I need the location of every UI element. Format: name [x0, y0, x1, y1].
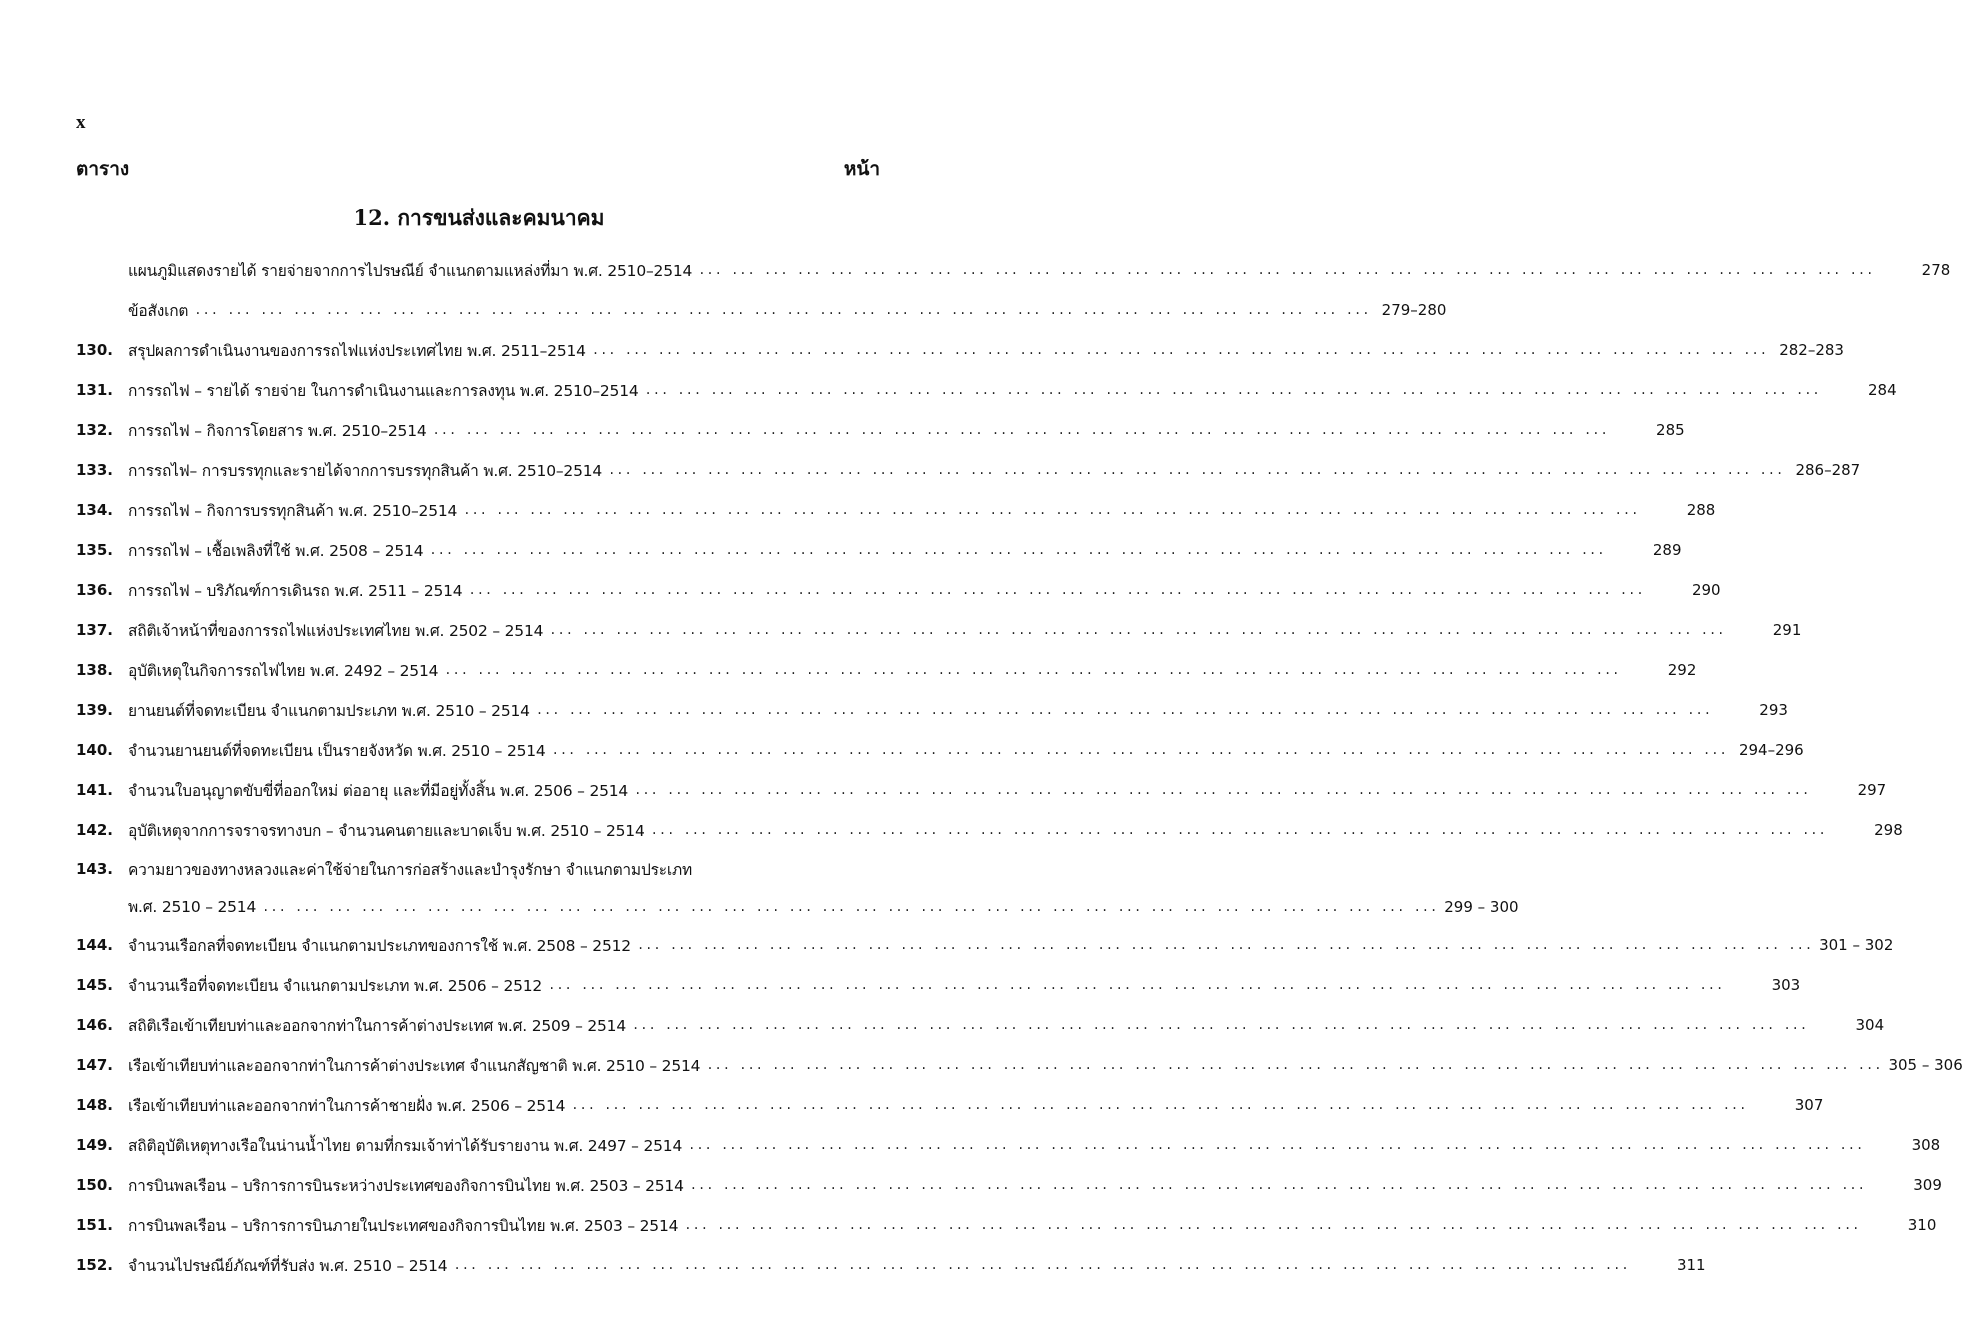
entry-title: เรือเข้าเทียบท่าและออกจากท่าในการค้าต่างประเทศ จำแนกสัญชาติ พ.ศ. 2510 – 2514 — [128, 1056, 701, 1075]
entry-number: 145. — [76, 976, 114, 994]
dot-leader — [684, 1218, 1860, 1232]
entry-title: อุบัติเหตุในกิจการรถไฟไทย พ.ศ. 2492 – 2514 — [128, 661, 439, 680]
dot-leader — [262, 900, 1438, 914]
entry-page: 308 — [1911, 1136, 1941, 1154]
toc-entry — [76, 810, 1903, 850]
entry-page: 307 — [1794, 1096, 1824, 1114]
dot-leader — [444, 663, 1620, 677]
entry-page: 289 — [1652, 541, 1682, 559]
entry-title: การรถไฟ – เชื้อเพลิงที่ใช้ พ.ศ. 2508 – 2514 — [128, 541, 424, 560]
entry-page: 309 — [1913, 1176, 1942, 1194]
entry-number: 135. — [76, 541, 114, 559]
entry-number: 140. — [76, 741, 114, 759]
entry-number: 152. — [76, 1256, 114, 1274]
dot-leader — [453, 1258, 1629, 1272]
toc-entry — [76, 570, 1721, 610]
page-number: x — [76, 112, 86, 133]
entry-page: 297 — [1857, 781, 1887, 799]
toc-entry — [76, 450, 1861, 490]
toc-entry — [76, 888, 1519, 925]
toc-entry — [76, 1005, 1885, 1045]
entry-page: 303 — [1771, 976, 1801, 994]
entry-number: 132. — [76, 421, 114, 439]
toc-entry — [76, 370, 1897, 410]
table-column-label: ตาราง — [76, 158, 130, 180]
toc-entry — [76, 250, 1951, 290]
entry-title: การรถไฟ– การบรรทุกและรายได้จากการบรรทุกสินค้า พ.ศ. 2510–2514 — [128, 461, 603, 480]
entry-page: 279–280 — [1381, 301, 1447, 319]
entry-number: 137. — [76, 621, 114, 639]
dot-leader — [549, 623, 1725, 637]
toc-entry — [76, 330, 1844, 370]
toc-entry — [76, 410, 1685, 450]
entry-page: 304 — [1855, 1016, 1885, 1034]
dot-leader — [706, 1058, 1882, 1072]
entry-title: พ.ศ. 2510 – 2514 — [128, 898, 257, 916]
dot-leader — [552, 743, 1728, 757]
table-of-contents — [76, 250, 1963, 1285]
toc-entry — [76, 1165, 1942, 1205]
entry-number: 147. — [76, 1056, 114, 1074]
dot-leader — [468, 583, 1644, 597]
entry-page: 305 – 306 — [1888, 1056, 1963, 1074]
entry-number: 148. — [76, 1096, 114, 1114]
entry-page: 288 — [1686, 501, 1716, 519]
dot-leader — [637, 938, 1813, 952]
section-title: 12. การขนส่งและคมนาคม — [353, 205, 605, 230]
dot-leader — [592, 343, 1768, 357]
toc-entry — [76, 690, 1788, 730]
dot-leader — [571, 1098, 1747, 1112]
dot-leader — [536, 703, 1712, 717]
toc-entry — [76, 1245, 1706, 1285]
entry-title: จำนวนใบอนุญาตขับขี่ที่ออกใหม่ ต่ออายุ และที่มีอยู่ทั้งสิ้น พ.ศ. 2506 – 2514 — [128, 781, 629, 800]
toc-entry — [76, 730, 1804, 770]
toc-entry — [76, 530, 1682, 570]
entry-number: 131. — [76, 381, 114, 399]
entry-title: ข้อสังเกต — [128, 301, 189, 320]
entry-number: 136. — [76, 581, 114, 599]
entry-number: 151. — [76, 1216, 114, 1234]
dot-leader — [632, 1018, 1808, 1032]
toc-entry — [76, 1085, 1824, 1125]
dot-leader — [688, 1138, 1864, 1152]
entry-number: 149. — [76, 1136, 114, 1154]
entry-page: 291 — [1772, 621, 1802, 639]
toc-entry — [76, 770, 1887, 810]
entry-page: 301 – 302 — [1819, 936, 1894, 954]
entry-page: 286–287 — [1795, 461, 1861, 479]
entry-page: 311 — [1676, 1256, 1706, 1274]
entry-title: อุบัติเหตุจากการจราจรทางบก – จำนวนคนตายและบาดเจ็บ พ.ศ. 2510 – 2514 — [128, 821, 645, 840]
entry-number: 133. — [76, 461, 114, 479]
entry-number: 138. — [76, 661, 114, 679]
dot-leader — [645, 383, 1821, 397]
dot-leader — [690, 1178, 1866, 1192]
entry-title: แผนภูมิแสดงรายได้ รายจ่ายจากการไปรษณีย์ จำแนกตามแหล่งที่มา พ.ศ. 2510–2514 — [128, 261, 693, 280]
entry-title: สรุปผลการดำเนินงานของการรถไฟแห่งประเทศไทย พ.ศ. 2511–2514 — [128, 341, 586, 360]
entry-title: เรือเข้าเทียบท่าและออกจากท่าในการค้าชายฝั่ง พ.ศ. 2506 – 2514 — [128, 1096, 566, 1115]
entry-page: 310 — [1907, 1216, 1937, 1234]
dot-leader — [194, 303, 1370, 317]
entry-number: 142. — [76, 821, 114, 839]
entry-title: ความยาวของทางหลวงและค่าใช้จ่ายในการก่อสร้างและบำรุงรักษา จำแนกตามประเภท — [128, 860, 692, 879]
entry-page: 290 — [1691, 581, 1721, 599]
toc-entry — [76, 650, 1697, 690]
entry-page: 284 — [1868, 381, 1897, 399]
entry-title: สถิติเรือเข้าเทียบท่าและออกจากท่าในการค้าต่างประเทศ พ.ศ. 2509 – 2514 — [128, 1016, 626, 1035]
entry-page: 298 — [1874, 821, 1903, 839]
entry-title: การรถไฟ – กิจการบรรทุกสินค้า พ.ศ. 2510–2514 — [128, 501, 458, 520]
entry-number: 150. — [76, 1176, 114, 1194]
entry-number: 143. — [76, 860, 114, 878]
entry-title: จำนวนไปรษณีย์ภัณฑ์ที่รับส่ง พ.ศ. 2510 – 2514 — [128, 1256, 448, 1275]
dot-leader — [608, 463, 1784, 477]
entry-page: 293 — [1759, 701, 1788, 719]
entry-page: 299 – 300 — [1444, 897, 1519, 916]
toc-entry — [76, 965, 1801, 1005]
entry-title: ยานยนต์ที่จดทะเบียน จำแนกตามประเภท พ.ศ. 2510 – 2514 — [128, 701, 530, 720]
entry-page: 282–283 — [1779, 341, 1844, 359]
dot-leader — [651, 823, 1827, 837]
entry-title: การรถไฟ – รายได้ รายจ่าย ในการดำเนินงานและการลงทุน พ.ศ. 2510–2514 — [128, 381, 639, 400]
entry-title: จำนวนยานยนต์ที่จดทะเบียน เป็นรายจังหวัด พ.ศ. 2510 – 2514 — [128, 741, 546, 760]
toc-entry — [76, 490, 1716, 530]
entry-title: การรถไฟ – กิจการโดยสาร พ.ศ. 2510–2514 — [128, 421, 427, 440]
dot-leader — [548, 978, 1724, 992]
dot-leader — [698, 263, 1874, 277]
toc-entry — [76, 1045, 1963, 1085]
entry-title: การรถไฟ – บริภัณฑ์การเดินรถ พ.ศ. 2511 – 2514 — [128, 581, 463, 600]
dot-leader — [429, 543, 1605, 557]
toc-entry — [76, 1125, 1941, 1165]
entry-title: จำนวนเรือกลที่จดทะเบียน จำแนกตามประเภทของการใช้ พ.ศ. 2508 – 2512 — [128, 936, 631, 955]
entry-page: 292 — [1667, 661, 1697, 679]
entry-title: สถิติเจ้าหน้าที่ของการรถไฟแห่งประเทศไทย พ.ศ. 2502 – 2514 — [128, 621, 544, 640]
entry-page: 285 — [1656, 421, 1685, 439]
toc-entry — [76, 850, 880, 888]
entry-page: 278 — [1921, 261, 1951, 279]
entry-number: 144. — [76, 936, 114, 954]
toc-entry — [76, 290, 1447, 330]
entry-number: 146. — [76, 1016, 114, 1034]
page-column-label: หน้า — [843, 158, 880, 180]
toc-entry — [76, 610, 1802, 650]
entry-title: จำนวนเรือที่จดทะเบียน จำแนกตามประเภท พ.ศ. 2506 – 2512 — [128, 976, 543, 995]
toc-entry — [76, 1205, 1937, 1245]
entry-number: 134. — [76, 501, 114, 519]
dot-leader — [463, 503, 1639, 517]
dot-leader — [634, 783, 1810, 797]
entry-title: การบินพลเรือน – บริการการบินระหว่างประเทศของกิจการบินไทย พ.ศ. 2503 – 2514 — [128, 1176, 684, 1195]
entry-number: 141. — [76, 781, 114, 799]
entry-number: 130. — [76, 341, 114, 359]
entry-page: 294–296 — [1738, 741, 1804, 759]
toc-entry — [76, 925, 1894, 965]
entry-title: สถิติอุบัติเหตุทางเรือในน่านน้ำไทย ตามที่กรมเจ้าท่าได้รับรายงาน พ.ศ. 2497 – 2514 — [128, 1136, 683, 1155]
entry-title: การบินพลเรือน – บริการการบินภายในประเทศของกิจการบินไทย พ.ศ. 2503 – 2514 — [128, 1216, 679, 1235]
entry-number: 139. — [76, 701, 114, 719]
dot-leader — [433, 423, 1609, 437]
